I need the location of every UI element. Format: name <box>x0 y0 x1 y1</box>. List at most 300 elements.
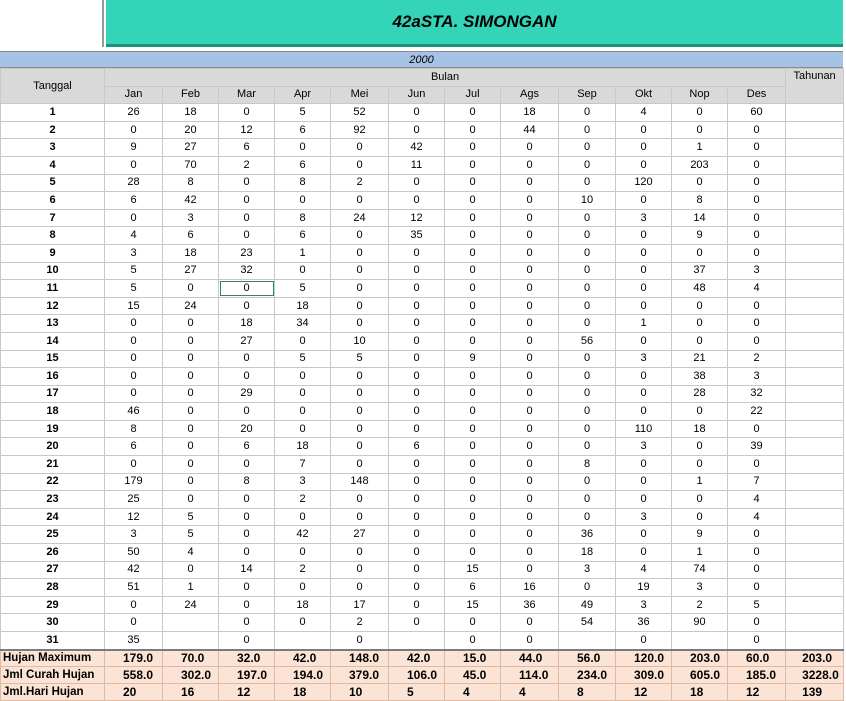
rain-cell[interactable]: 46 <box>105 403 163 421</box>
month-header-apr[interactable]: Apr <box>275 86 331 104</box>
rain-cell[interactable]: 12 <box>219 121 275 139</box>
rain-cell[interactable]: 70 <box>163 156 219 174</box>
rain-cell[interactable]: 0 <box>728 332 786 350</box>
rain-cell[interactable]: 6 <box>105 192 163 210</box>
rain-cell[interactable]: 9 <box>105 139 163 157</box>
tahunan-header[interactable]: Tahunan <box>786 69 844 104</box>
rain-cell[interactable]: 5 <box>331 350 389 368</box>
rain-cell[interactable]: 39 <box>728 438 786 456</box>
annual-cell[interactable] <box>786 209 844 227</box>
rain-cell[interactable]: 0 <box>445 456 501 474</box>
rain-cell[interactable]: 0 <box>219 227 275 245</box>
rain-cell[interactable]: 0 <box>616 244 672 262</box>
day-cell[interactable]: 9 <box>1 244 105 262</box>
rain-cell[interactable]: 56 <box>559 332 616 350</box>
rain-cell[interactable]: 0 <box>672 332 728 350</box>
rain-cell[interactable]: 0 <box>219 297 275 315</box>
rain-cell[interactable]: 0 <box>275 508 331 526</box>
rain-cell[interactable]: 0 <box>389 579 445 597</box>
rain-cell[interactable]: 51 <box>105 579 163 597</box>
rain-cell[interactable]: 0 <box>445 368 501 386</box>
rain-cell[interactable]: 0 <box>275 614 331 632</box>
rain-cell[interactable]: 0 <box>163 368 219 386</box>
rain-cell[interactable]: 3 <box>163 209 219 227</box>
rain-cell[interactable]: 0 <box>501 209 559 227</box>
day-cell[interactable]: 30 <box>1 614 105 632</box>
rain-cell[interactable]: 0 <box>219 491 275 509</box>
rain-cell[interactable]: 49 <box>559 596 616 614</box>
rain-cell[interactable]: 18 <box>163 244 219 262</box>
rain-cell[interactable]: 0 <box>559 579 616 597</box>
rain-cell[interactable]: 6 <box>219 438 275 456</box>
annual-cell[interactable] <box>786 403 844 421</box>
rain-cell[interactable]: 0 <box>559 227 616 245</box>
annual-cell[interactable] <box>786 280 844 298</box>
rain-cell[interactable]: 0 <box>445 156 501 174</box>
rain-cell[interactable]: 0 <box>105 368 163 386</box>
rain-cell[interactable]: 0 <box>672 244 728 262</box>
summary-value[interactable]: 114.0 <box>501 667 559 684</box>
rain-cell[interactable]: 0 <box>445 174 501 192</box>
summary-value[interactable]: 5 <box>389 684 445 701</box>
rain-cell[interactable]: 6 <box>105 438 163 456</box>
rain-cell[interactable]: 0 <box>559 350 616 368</box>
rain-cell[interactable]: 20 <box>219 420 275 438</box>
day-cell[interactable]: 11 <box>1 280 105 298</box>
rain-cell[interactable]: 12 <box>389 209 445 227</box>
rain-cell[interactable]: 0 <box>501 632 559 650</box>
day-cell[interactable]: 17 <box>1 385 105 403</box>
rain-cell[interactable]: 44 <box>501 121 559 139</box>
rain-cell[interactable]: 0 <box>275 332 331 350</box>
rain-cell[interactable]: 0 <box>672 508 728 526</box>
rain-cell[interactable]: 6 <box>275 227 331 245</box>
day-cell[interactable]: 5 <box>1 174 105 192</box>
rain-cell[interactable] <box>672 632 728 650</box>
rain-cell[interactable]: 11 <box>389 156 445 174</box>
rain-cell[interactable]: 0 <box>728 526 786 544</box>
rain-cell[interactable]: 0 <box>331 139 389 157</box>
rain-cell[interactable]: 28 <box>672 385 728 403</box>
rain-cell[interactable]: 0 <box>105 332 163 350</box>
rain-cell[interactable]: 2 <box>275 491 331 509</box>
rain-cell[interactable]: 0 <box>105 456 163 474</box>
rain-cell[interactable]: 0 <box>219 192 275 210</box>
rain-cell[interactable]: 0 <box>105 156 163 174</box>
rain-cell[interactable]: 0 <box>559 244 616 262</box>
day-cell[interactable]: 4 <box>1 156 105 174</box>
rain-cell[interactable]: 0 <box>331 632 389 650</box>
day-cell[interactable]: 3 <box>1 139 105 157</box>
rain-cell[interactable] <box>163 614 219 632</box>
rain-cell[interactable]: 0 <box>501 403 559 421</box>
month-header-mar[interactable]: Mar <box>219 86 275 104</box>
rain-cell[interactable]: 18 <box>559 544 616 562</box>
rain-cell[interactable]: 0 <box>728 420 786 438</box>
rain-cell[interactable]: 0 <box>501 438 559 456</box>
rain-cell[interactable]: 0 <box>672 456 728 474</box>
rain-cell[interactable]: 0 <box>672 104 728 122</box>
rain-cell[interactable]: 36 <box>501 596 559 614</box>
rain-cell[interactable]: 0 <box>389 174 445 192</box>
summary-value[interactable]: 8 <box>559 684 616 701</box>
rain-cell[interactable]: 5 <box>275 280 331 298</box>
rain-cell[interactable]: 0 <box>728 156 786 174</box>
rain-cell[interactable]: 0 <box>501 262 559 280</box>
annual-cell[interactable] <box>786 385 844 403</box>
annual-cell[interactable] <box>786 139 844 157</box>
rain-cell[interactable]: 26 <box>105 104 163 122</box>
rain-cell[interactable]: 10 <box>559 192 616 210</box>
rain-cell[interactable]: 24 <box>331 209 389 227</box>
rain-cell[interactable]: 0 <box>445 438 501 456</box>
rain-cell[interactable]: 3 <box>616 350 672 368</box>
rain-cell[interactable]: 27 <box>163 262 219 280</box>
rain-cell[interactable]: 0 <box>501 491 559 509</box>
summary-value[interactable]: 12 <box>219 684 275 701</box>
rain-cell[interactable]: 0 <box>219 104 275 122</box>
rain-cell[interactable]: 0 <box>616 297 672 315</box>
rain-cell[interactable]: 0 <box>389 244 445 262</box>
rain-cell[interactable]: 0 <box>445 121 501 139</box>
rain-cell[interactable]: 0 <box>445 244 501 262</box>
rain-cell[interactable]: 0 <box>389 332 445 350</box>
rain-cell[interactable]: 0 <box>389 544 445 562</box>
rain-cell[interactable]: 0 <box>163 315 219 333</box>
rain-cell[interactable]: 0 <box>331 403 389 421</box>
annual-cell[interactable] <box>786 596 844 614</box>
rain-cell[interactable]: 0 <box>219 280 275 298</box>
rain-cell[interactable]: 5 <box>275 350 331 368</box>
rain-cell[interactable]: 2 <box>219 156 275 174</box>
rain-cell[interactable]: 110 <box>616 420 672 438</box>
rain-cell[interactable]: 0 <box>445 209 501 227</box>
rain-cell[interactable]: 0 <box>501 244 559 262</box>
rain-cell[interactable]: 0 <box>331 491 389 509</box>
annual-cell[interactable] <box>786 438 844 456</box>
annual-cell[interactable] <box>786 579 844 597</box>
summary-value[interactable]: 148.0 <box>331 650 389 667</box>
rain-cell[interactable]: 2 <box>672 596 728 614</box>
summary-value[interactable]: 16 <box>163 684 219 701</box>
summary-value[interactable]: 15.0 <box>445 650 501 667</box>
rain-cell[interactable]: 6 <box>275 121 331 139</box>
rain-cell[interactable]: 0 <box>501 544 559 562</box>
rain-cell[interactable]: 17 <box>331 596 389 614</box>
rain-cell[interactable]: 5 <box>105 280 163 298</box>
rain-cell[interactable]: 0 <box>616 632 672 650</box>
summary-value[interactable]: 18 <box>275 684 331 701</box>
day-cell[interactable]: 14 <box>1 332 105 350</box>
day-cell[interactable]: 16 <box>1 368 105 386</box>
rain-cell[interactable]: 10 <box>331 332 389 350</box>
rain-cell[interactable]: 0 <box>105 385 163 403</box>
rain-cell[interactable]: 0 <box>331 227 389 245</box>
day-cell[interactable]: 12 <box>1 297 105 315</box>
summary-annual[interactable]: 203.0 <box>786 650 844 667</box>
annual-cell[interactable] <box>786 315 844 333</box>
month-header-jan[interactable]: Jan <box>105 86 163 104</box>
rain-cell[interactable]: 0 <box>501 614 559 632</box>
rain-cell[interactable]: 0 <box>445 526 501 544</box>
day-cell[interactable]: 18 <box>1 403 105 421</box>
rain-cell[interactable]: 0 <box>445 420 501 438</box>
summary-value[interactable]: 10 <box>331 684 389 701</box>
rain-cell[interactable]: 0 <box>163 561 219 579</box>
rain-cell[interactable]: 0 <box>163 491 219 509</box>
rain-cell[interactable]: 0 <box>219 456 275 474</box>
annual-cell[interactable] <box>786 420 844 438</box>
rain-cell[interactable]: 0 <box>728 227 786 245</box>
rain-cell[interactable]: 6 <box>445 579 501 597</box>
rain-cell[interactable]: 0 <box>105 596 163 614</box>
day-cell[interactable]: 2 <box>1 121 105 139</box>
rain-cell[interactable]: 0 <box>331 508 389 526</box>
month-header-jun[interactable]: Jun <box>389 86 445 104</box>
rain-cell[interactable]: 18 <box>163 104 219 122</box>
rain-cell[interactable]: 0 <box>331 420 389 438</box>
rain-cell[interactable]: 38 <box>672 368 728 386</box>
rain-cell[interactable] <box>559 632 616 650</box>
rain-cell[interactable]: 0 <box>389 403 445 421</box>
month-header-feb[interactable]: Feb <box>163 86 219 104</box>
rain-cell[interactable]: 3 <box>559 561 616 579</box>
rain-cell[interactable]: 18 <box>672 420 728 438</box>
rain-cell[interactable]: 0 <box>672 315 728 333</box>
summary-value[interactable]: 558.0 <box>105 667 163 684</box>
rain-cell[interactable]: 0 <box>331 438 389 456</box>
rain-cell[interactable]: 0 <box>389 420 445 438</box>
rain-cell[interactable]: 0 <box>163 473 219 491</box>
summary-value[interactable]: 302.0 <box>163 667 219 684</box>
rain-cell[interactable]: 24 <box>163 596 219 614</box>
rain-cell[interactable]: 0 <box>501 297 559 315</box>
rain-cell[interactable]: 20 <box>163 121 219 139</box>
rain-cell[interactable]: 3 <box>728 262 786 280</box>
annual-cell[interactable] <box>786 368 844 386</box>
rain-cell[interactable]: 0 <box>389 596 445 614</box>
rain-cell[interactable]: 4 <box>163 544 219 562</box>
rain-cell[interactable]: 0 <box>616 332 672 350</box>
summary-annual[interactable]: 139 <box>786 684 844 701</box>
rain-cell[interactable]: 0 <box>331 385 389 403</box>
rain-cell[interactable]: 8 <box>672 192 728 210</box>
annual-cell[interactable] <box>786 192 844 210</box>
rain-cell[interactable]: 0 <box>501 561 559 579</box>
annual-cell[interactable] <box>786 156 844 174</box>
rain-cell[interactable]: 0 <box>105 209 163 227</box>
rain-cell[interactable]: 0 <box>728 192 786 210</box>
month-header-jul[interactable]: Jul <box>445 86 501 104</box>
day-cell[interactable]: 10 <box>1 262 105 280</box>
rain-cell[interactable]: 4 <box>728 508 786 526</box>
rain-cell[interactable]: 0 <box>559 473 616 491</box>
rain-cell[interactable]: 6 <box>219 139 275 157</box>
month-header-mei[interactable]: Mei <box>331 86 389 104</box>
rain-cell[interactable]: 0 <box>616 192 672 210</box>
rain-cell[interactable]: 0 <box>672 174 728 192</box>
rain-cell[interactable]: 0 <box>389 526 445 544</box>
rain-cell[interactable]: 0 <box>501 526 559 544</box>
rain-cell[interactable]: 2 <box>331 174 389 192</box>
rain-cell[interactable]: 0 <box>559 508 616 526</box>
rain-cell[interactable]: 0 <box>728 244 786 262</box>
rain-cell[interactable]: 0 <box>616 491 672 509</box>
rain-cell[interactable]: 0 <box>219 350 275 368</box>
rain-cell[interactable]: 0 <box>219 579 275 597</box>
rain-cell[interactable]: 8 <box>219 473 275 491</box>
rain-cell[interactable]: 0 <box>445 280 501 298</box>
rain-cell[interactable]: 0 <box>559 139 616 157</box>
rain-cell[interactable]: 0 <box>219 614 275 632</box>
rain-cell[interactable]: 0 <box>445 297 501 315</box>
rain-cell[interactable]: 0 <box>105 614 163 632</box>
rain-cell[interactable]: 0 <box>616 368 672 386</box>
rain-cell[interactable]: 0 <box>616 403 672 421</box>
rain-cell[interactable]: 0 <box>559 104 616 122</box>
rain-cell[interactable]: 0 <box>275 368 331 386</box>
rain-cell[interactable]: 0 <box>672 121 728 139</box>
rain-cell[interactable]: 1 <box>672 544 728 562</box>
rain-cell[interactable]: 0 <box>331 579 389 597</box>
annual-cell[interactable] <box>786 526 844 544</box>
summary-value[interactable]: 309.0 <box>616 667 672 684</box>
summary-value[interactable]: 605.0 <box>672 667 728 684</box>
day-cell[interactable]: 8 <box>1 227 105 245</box>
rain-cell[interactable]: 0 <box>559 297 616 315</box>
annual-cell[interactable] <box>786 614 844 632</box>
summary-value[interactable]: 60.0 <box>728 650 786 667</box>
rain-cell[interactable]: 0 <box>389 614 445 632</box>
rain-cell[interactable]: 14 <box>672 209 728 227</box>
annual-cell[interactable] <box>786 491 844 509</box>
annual-cell[interactable] <box>786 174 844 192</box>
rain-cell[interactable]: 0 <box>163 456 219 474</box>
rain-cell[interactable]: 0 <box>331 262 389 280</box>
rain-cell[interactable]: 4 <box>616 104 672 122</box>
rain-cell[interactable]: 18 <box>275 297 331 315</box>
rain-cell[interactable]: 60 <box>728 104 786 122</box>
day-cell[interactable]: 1 <box>1 104 105 122</box>
summary-value[interactable]: 203.0 <box>672 650 728 667</box>
summary-value[interactable]: 179.0 <box>105 650 163 667</box>
rain-cell[interactable]: 18 <box>275 596 331 614</box>
rain-cell[interactable]: 0 <box>445 104 501 122</box>
rain-cell[interactable]: 0 <box>389 262 445 280</box>
day-cell[interactable]: 22 <box>1 473 105 491</box>
annual-cell[interactable] <box>786 350 844 368</box>
rain-cell[interactable]: 0 <box>445 473 501 491</box>
rain-cell[interactable]: 0 <box>559 385 616 403</box>
rain-cell[interactable] <box>163 632 219 650</box>
summary-value[interactable]: 70.0 <box>163 650 219 667</box>
rain-cell[interactable]: 1 <box>616 315 672 333</box>
rain-cell[interactable]: 15 <box>105 297 163 315</box>
rain-cell[interactable]: 0 <box>389 368 445 386</box>
rain-cell[interactable]: 1 <box>672 473 728 491</box>
rain-cell[interactable]: 0 <box>445 491 501 509</box>
rain-cell[interactable]: 0 <box>389 473 445 491</box>
rain-cell[interactable]: 0 <box>728 209 786 227</box>
rain-cell[interactable]: 0 <box>616 526 672 544</box>
rain-cell[interactable]: 50 <box>105 544 163 562</box>
rain-cell[interactable]: 42 <box>105 561 163 579</box>
rain-cell[interactable]: 1 <box>163 579 219 597</box>
rain-cell[interactable]: 15 <box>445 596 501 614</box>
rain-cell[interactable]: 0 <box>445 262 501 280</box>
rain-cell[interactable]: 0 <box>275 403 331 421</box>
rain-cell[interactable]: 32 <box>728 385 786 403</box>
rain-cell[interactable]: 9 <box>672 227 728 245</box>
annual-cell[interactable] <box>786 544 844 562</box>
day-cell[interactable]: 28 <box>1 579 105 597</box>
month-header-ags[interactable]: Ags <box>501 86 559 104</box>
annual-cell[interactable] <box>786 456 844 474</box>
rain-cell[interactable]: 27 <box>163 139 219 157</box>
rain-cell[interactable]: 0 <box>501 227 559 245</box>
rain-cell[interactable]: 0 <box>219 544 275 562</box>
annual-cell[interactable] <box>786 121 844 139</box>
rain-cell[interactable]: 8 <box>163 174 219 192</box>
summary-value[interactable]: 32.0 <box>219 650 275 667</box>
rain-cell[interactable]: 0 <box>389 121 445 139</box>
day-cell[interactable]: 23 <box>1 491 105 509</box>
rain-cell[interactable]: 0 <box>501 350 559 368</box>
rain-cell[interactable]: 0 <box>559 156 616 174</box>
annual-cell[interactable] <box>786 473 844 491</box>
rain-cell[interactable]: 3 <box>728 368 786 386</box>
day-cell[interactable]: 20 <box>1 438 105 456</box>
rain-cell[interactable]: 0 <box>331 544 389 562</box>
rain-cell[interactable]: 36 <box>616 614 672 632</box>
day-cell[interactable]: 6 <box>1 192 105 210</box>
rain-cell[interactable]: 0 <box>616 544 672 562</box>
rain-cell[interactable]: 6 <box>275 156 331 174</box>
rain-cell[interactable]: 24 <box>163 297 219 315</box>
rain-cell[interactable]: 42 <box>163 192 219 210</box>
rain-cell[interactable]: 18 <box>275 438 331 456</box>
rain-cell[interactable]: 0 <box>728 632 786 650</box>
rain-cell[interactable]: 203 <box>672 156 728 174</box>
rain-cell[interactable]: 9 <box>672 526 728 544</box>
rain-cell[interactable]: 4 <box>728 491 786 509</box>
rain-cell[interactable]: 8 <box>275 209 331 227</box>
rain-cell[interactable]: 0 <box>445 403 501 421</box>
rain-cell[interactable]: 5 <box>728 596 786 614</box>
rain-cell[interactable]: 3 <box>275 473 331 491</box>
rain-cell[interactable]: 0 <box>275 544 331 562</box>
rain-cell[interactable]: 0 <box>445 632 501 650</box>
rain-cell[interactable]: 0 <box>219 209 275 227</box>
rain-cell[interactable]: 0 <box>501 332 559 350</box>
rain-cell[interactable]: 52 <box>331 104 389 122</box>
rain-cell[interactable]: 0 <box>728 614 786 632</box>
rain-cell[interactable]: 0 <box>672 438 728 456</box>
rain-cell[interactable]: 0 <box>331 156 389 174</box>
summary-value[interactable]: 4 <box>501 684 559 701</box>
rain-cell[interactable]: 3 <box>616 508 672 526</box>
rain-cell[interactable]: 0 <box>501 315 559 333</box>
rain-cell[interactable]: 0 <box>275 420 331 438</box>
month-header-des[interactable]: Des <box>728 86 786 104</box>
annual-cell[interactable] <box>786 244 844 262</box>
rain-cell[interactable]: 8 <box>559 456 616 474</box>
summary-value[interactable]: 12 <box>728 684 786 701</box>
rain-cell[interactable]: 0 <box>389 104 445 122</box>
day-cell[interactable]: 26 <box>1 544 105 562</box>
rain-cell[interactable]: 4 <box>616 561 672 579</box>
rain-cell[interactable]: 0 <box>219 596 275 614</box>
